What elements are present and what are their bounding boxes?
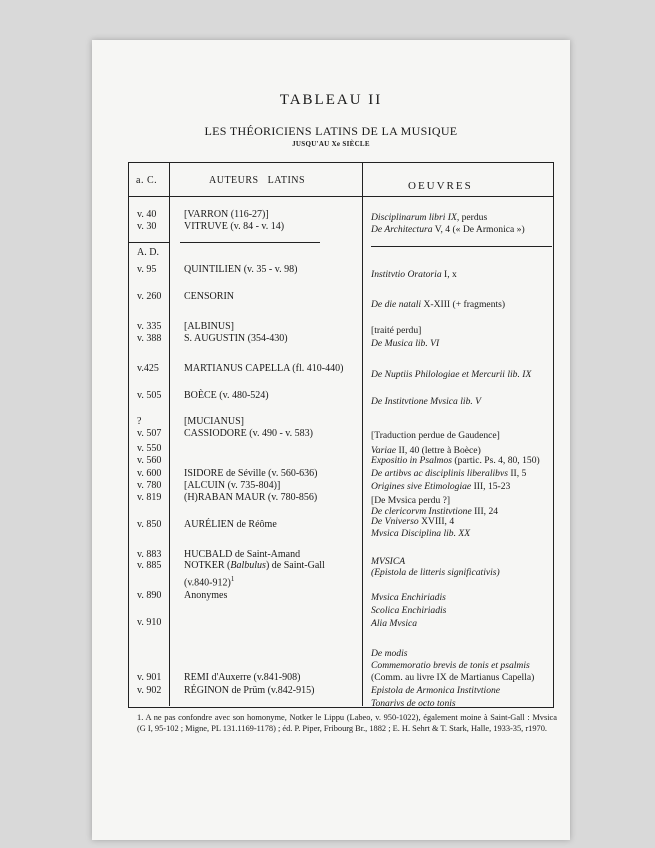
row-work [371,567,500,578]
row-author: QUINTILIEN (v. 35 - v. 98) [184,264,298,275]
row-date: v. 260 [137,291,162,302]
row-work [371,648,408,659]
row-work: (Comm. au livre IX de Martianus Capella) [371,672,535,683]
work-title: Tonarivs de octo tonis [371,698,456,709]
row-author: CENSORIN [184,291,235,302]
row-work: Disciplinarum libri IX, perdus [371,212,488,223]
row-author: REMI d'Auxerre (v.841-908) [184,672,301,683]
work-title: De Musica lib. VI [371,338,440,349]
row-work: Origines sive Etimologiae III, 15-23 [371,481,511,492]
row-date: v. 550 [137,443,162,454]
work-title: Mvsica Enchiriadis [371,592,446,603]
work-title: Expositio in Psalmos [371,455,453,466]
row-author: BOÈCE (v. 480-524) [184,390,269,401]
row-date: v. 95 [137,264,157,275]
row-date: v. 902 [137,685,162,696]
work-title: MVSICA [371,556,406,567]
row-author: S. AUGUSTIN (354-430) [184,333,288,344]
era-divider-left [128,242,169,243]
row-date: v. 885 [137,560,162,571]
row-work [371,396,481,407]
row-work [371,338,439,349]
row-date: v. 910 [137,617,162,628]
row-work: Institvtio Oratoria I, x [371,269,457,280]
work-title: De Nuptiis Philologiae et Mercurii lib. IX [371,369,532,380]
column-divider-1 [169,162,170,706]
work-title: Commemoratio brevis de tonis et psalmis [371,660,530,671]
row-date: v. 850 [137,519,162,530]
page-subsubtitle: JUSQU'AU Xe SIÈCLE [292,140,370,148]
work-title: Origines sive Etimologiae [371,481,472,492]
footnote: 1. A ne pas confondre avec son homonyme, Notker le Lippu (Labeo, v. 950-1022), également moine à Saint-Gall : Mvsica (G I, 95-102 ; Migne, PL 131.1169-1178) ; éd. P. Piper, Fribourg Br., 1882 ; E. H. Sehrt & T. Stark, Halle, 1933-35, r1970. [137,713,557,733]
row-date: v. 30 [137,221,157,232]
work-title: Disciplinarum libri IX [371,212,457,223]
page-title: TABLEAU II [279,92,383,108]
column-divider-2 [362,162,363,706]
row-date: v. 901 [137,672,162,683]
era-divider-right [371,246,552,247]
header-divider [128,196,553,197]
row-work [371,369,531,380]
row-date: v. 335 [137,321,162,332]
row-author: [MUCIANUS] [184,416,244,427]
row-work: Variae II, 40 (lettre à Boèce) [371,445,481,456]
work-title: Mvsica Disciplina lib. XX [371,528,471,539]
work-title: De die natali [371,299,422,310]
row-author: VITRUVE (v. 84 - v. 14) [184,221,285,232]
row-author: ISIDORE de Séville (v. 560-636) [184,468,318,479]
row-author: (H)RABAN MAUR (v. 780-856) [184,492,318,503]
row-work: Expositio in Psalmos (partic. Ps. 4, 80, 150) [371,455,540,466]
row-date: v. 505 [137,390,162,401]
work-title: De Vniverso [371,516,419,527]
row-work [371,698,456,709]
row-author: AURÉLIEN de Réôme [184,519,277,530]
row-work: De artibvs ac disciplinis liberalibvs II, 5 [371,468,527,479]
row-work [371,528,470,539]
work-title: (Epistola de litteris significativis) [371,567,500,578]
row-work: [traité perdu] [371,325,422,336]
row-work [371,660,530,671]
work-title: Epistola de Armonica Institvtione [371,685,501,696]
row-work: De Architectura V, 4 (« De Armonica ») [371,224,525,235]
row-work [371,605,446,616]
work-title: De clericorvm Institvtione [371,506,472,517]
row-date: v. 883 [137,549,162,560]
row-date: v. 780 [137,480,162,491]
page-subtitle: LES THÉORICIENS LATINS DE LA MUSIQUE [204,124,458,138]
row-date: v. 819 [137,492,162,503]
row-author: CASSIODORE (v. 490 - v. 583) [184,428,313,439]
row-author: $(v.840-912)^1$ [184,575,235,589]
row-author: RÉGINON de Prüm (v.842-915) [184,685,315,696]
row-author: Anonymes [184,590,228,601]
work-title: De artibvs ac disciplinis liberalibvs [371,468,508,479]
era-divider-mid [180,242,320,243]
work-title: Institvtio Oratoria [371,269,442,280]
work-title: Scolica Enchiriadis [371,605,447,616]
work-title: De Institvtione Mvsica lib. V [371,396,482,407]
header-works: OEUVRES [408,180,473,192]
row-date: v. 507 [137,428,162,439]
work-title: Variae [371,445,397,456]
row-author: [VARRON (116-27)] [184,209,269,220]
row-work [371,618,417,629]
work-title: De modis [371,648,408,659]
row-work: [De Mvsica perdu ?] [371,495,451,506]
row-date: v. 890 [137,590,162,601]
row-date: v. 388 [137,333,162,344]
row-author: [ALCUIN (v. 735-804)] [184,480,281,491]
author-epithet: Balbulus [230,560,266,571]
row-author: [ALBINUS] [184,321,234,332]
row-date: v. 560 [137,455,162,466]
row-date: A. D. [137,247,159,258]
row-work: De clericorvm Institvtione III, 24 [371,506,499,517]
row-author: HUCBALD de Saint-Amand [184,549,301,560]
row-work [371,685,500,696]
row-date: v.425 [137,363,159,374]
row-author: NOTKER (Balbulus) de Saint-Gall [184,560,325,571]
work-title: De Architectura [371,224,433,235]
header-authors: AUTEURS LATINS [209,175,306,186]
row-date: v. 40 [137,209,157,220]
row-author: MARTIANUS CAPELLA (fl. 410-440) [184,363,344,374]
row-work [371,556,405,567]
footnote-mark: 1 [230,575,235,583]
row-work [371,592,446,603]
work-title: Alia Mvsica [371,618,418,629]
row-work: De Vniverso XVIII, 4 [371,516,455,527]
row-work: De die natali X-XIII (+ fragments) [371,299,506,310]
row-date: v. 600 [137,468,162,479]
header-date: a. C. [136,175,158,186]
row-date: ? [137,416,142,427]
row-work: [Traduction perdue de Gaudence] [371,430,500,441]
